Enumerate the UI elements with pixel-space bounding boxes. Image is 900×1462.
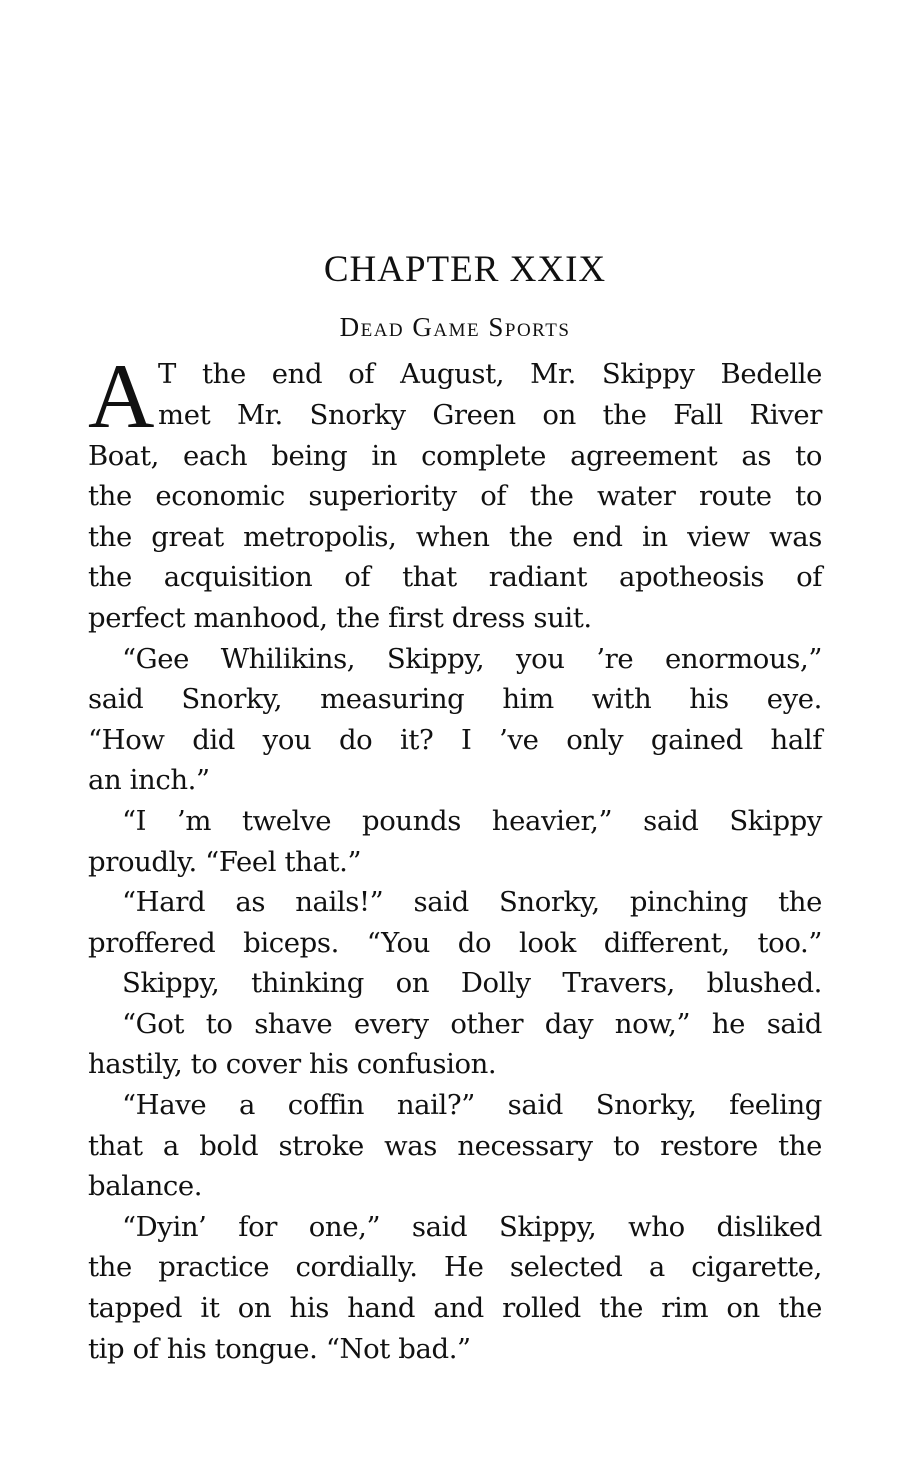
text-line: “I ’m twelve pounds heavier,” said Skippy (122, 804, 822, 837)
text-line: the economic superiority of the water route to (88, 480, 822, 513)
paragraph (88, 1207, 822, 1369)
text-line: the great metropolis, when the end in view was (88, 520, 822, 553)
chapter-title: CHAPTER XXIX (323, 249, 607, 290)
text-line: that a bold stroke was necessary to restore the (88, 1129, 822, 1162)
chapter-body (88, 345, 822, 1369)
text-line: tapped it on his hand and rolled the rim on the (88, 1292, 822, 1325)
text-line: Boat, each being in complete agreement as to (88, 439, 822, 472)
text-line: the practice cordially. He selected a cigarette, (88, 1251, 822, 1284)
paragraph (88, 882, 822, 963)
paragraph (88, 639, 822, 801)
text-line: “Hard as nails!” said Snorky, pinching the (122, 886, 822, 919)
text-line: said Snorky, measuring him with his eye. (88, 683, 822, 716)
text-line: proffered biceps. “You do look different, too.” (88, 926, 822, 959)
paragraph (88, 963, 822, 1004)
text-line: T the end of August, Mr. Skippy Bedelle (158, 358, 822, 391)
paragraph (88, 345, 822, 638)
text-line: “How did you do it? I ’ve only gained half (88, 723, 822, 756)
paragraph (88, 1085, 822, 1207)
text-line: Skippy, thinking on Dolly Travers, blushed. (122, 967, 822, 1000)
text-line: proudly. “Feel that.” (88, 845, 362, 878)
text-line: “Got to shave every other day now,” he said (122, 1007, 822, 1040)
text-line: an inch.” (88, 764, 210, 797)
text-line: “Dyin’ for one,” said Skippy, who disliked (122, 1210, 822, 1243)
paragraph (88, 1004, 822, 1085)
text-line: the acquisition of that radiant apotheosis of (88, 561, 822, 594)
text-line: hastily, to cover his confusion. (88, 1048, 497, 1081)
text-line: balance. (88, 1170, 203, 1203)
text-line: “Have a coffin nail?” said Snorky, feeling (122, 1089, 822, 1122)
text-line: tip of his tongue. “Not bad.” (88, 1332, 471, 1365)
text-line: “Gee Whilikins, Skippy, you ’re enormous,” (122, 642, 822, 675)
chapter-subtitle: Dead Game Sports (339, 311, 571, 342)
drop-cap: A (88, 345, 155, 448)
book-page (88, 250, 822, 1369)
text-line: met Mr. Snorky Green on the Fall River (158, 398, 822, 431)
paragraph (88, 801, 822, 882)
text-line: perfect manhood, the first dress suit. (88, 601, 592, 634)
